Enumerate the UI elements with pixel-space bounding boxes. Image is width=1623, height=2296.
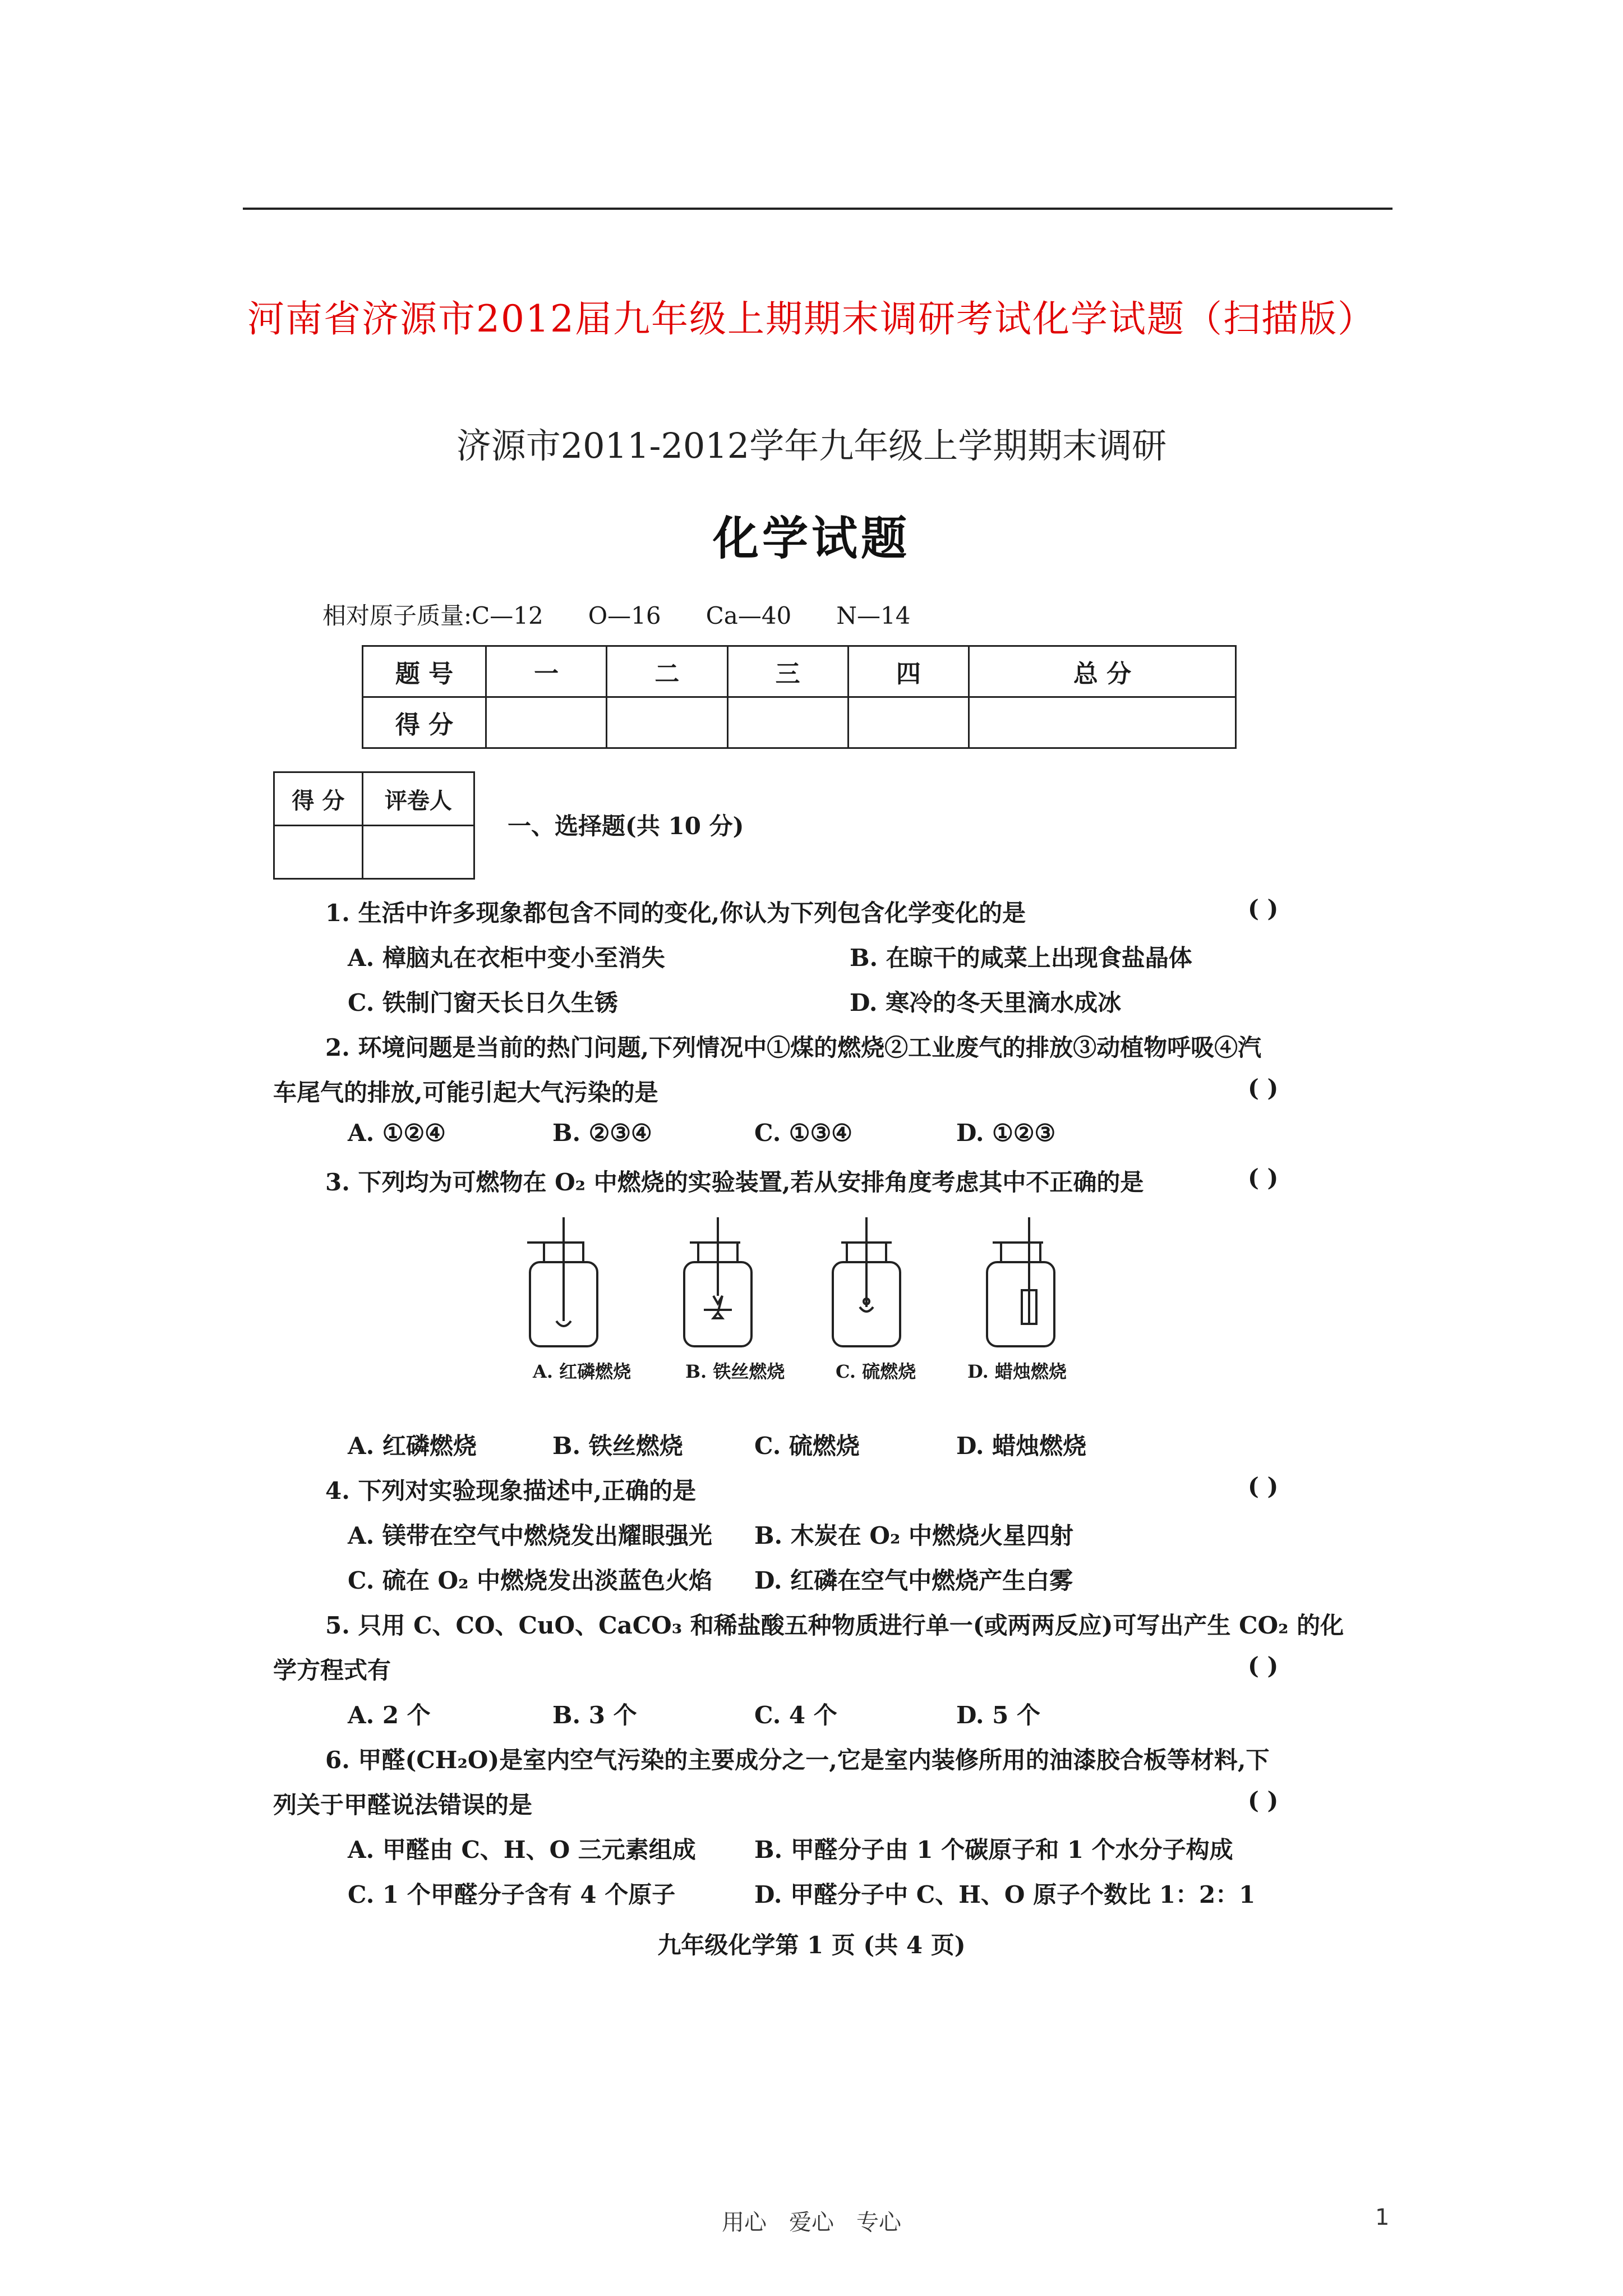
- score-cell[interactable]: [848, 697, 969, 748]
- q1-option-c: C. 铁制门窗天长日久生锈: [348, 989, 618, 1016]
- score-cell[interactable]: [607, 697, 727, 748]
- q3-option-d: D. 蜡烛燃烧: [956, 1432, 1087, 1460]
- q4-option-d: D. 红磷在空气中燃烧产生白雾: [754, 1567, 1073, 1594]
- apparatus-c-bottle-icon: [833, 1217, 900, 1346]
- exam-title: 化学试题: [712, 512, 910, 565]
- atomic-masses: [322, 597, 955, 631]
- q3-option-b: B. 铁丝燃烧: [552, 1432, 683, 1460]
- score-cell[interactable]: [727, 697, 848, 748]
- q4-option-b: B. 木炭在 O₂ 中燃烧火星四射: [754, 1522, 1073, 1549]
- page-number: 1: [1375, 2205, 1390, 2230]
- combustion-apparatus-figure: [505, 1212, 1122, 1358]
- q5-option-a: A. 2 个: [348, 1701, 431, 1729]
- q2-option-a: A. ①②④: [348, 1119, 446, 1147]
- score-cell[interactable]: [486, 697, 607, 748]
- grader-name-cell[interactable]: [362, 826, 474, 879]
- question-6-stem-cont: 列关于甲醛说法错误的是: [273, 1791, 533, 1819]
- question-5-stem-cont: 学方程式有: [273, 1657, 391, 1684]
- figure-caption-d: D. 蜡烛燃烧: [967, 1361, 1067, 1382]
- answer-blank[interactable]: ( ): [1248, 1164, 1279, 1191]
- q6-option-d: D. 甲醛分子中 C、H、O 原子个数比 1：2：1: [754, 1881, 1256, 1908]
- question-1-stem: 1. 生活中许多现象都包含不同的变化,你认为下列包含化学变化的是: [325, 899, 1026, 927]
- grader-score-cell[interactable]: [274, 826, 363, 879]
- score-header-label: 题 号: [363, 646, 486, 697]
- answer-blank[interactable]: ( ): [1248, 895, 1279, 922]
- question-6-stem: 6. 甲醛(CH₂O)是室内空气污染的主要成分之一,它是室内装修所用的油漆胶合板等材料,下: [325, 1746, 1270, 1774]
- q1-option-d: D. 寒冷的冬天里滴水成冰: [850, 989, 1122, 1016]
- exam-page-footer: 九年级化学第 1 页 (共 4 页): [657, 1931, 966, 1959]
- question-2-stem-cont: 车尾气的排放,可能引起大气污染的是: [273, 1079, 658, 1106]
- atomic-mass-ca: Ca—40: [706, 602, 792, 629]
- atomic-mass-o: O—16: [588, 602, 661, 629]
- score-cell[interactable]: [969, 697, 1236, 748]
- header-rule: [243, 208, 1393, 210]
- q1-option-b: B. 在晾干的咸菜上出现食盐晶体: [850, 944, 1192, 972]
- score-header-3: 三: [727, 646, 848, 697]
- score-row-label: 得 分: [363, 697, 486, 748]
- q2-option-c: C. ①③④: [754, 1119, 852, 1147]
- exam-subtitle: 济源市2011-2012学年九年级上学期期末调研: [456, 425, 1167, 466]
- q3-option-c: C. 硫燃烧: [754, 1432, 860, 1460]
- atomic-mass-c: C—12: [472, 602, 543, 629]
- answer-blank[interactable]: ( ): [1248, 1473, 1279, 1500]
- apparatus-d-bottle-icon: [987, 1217, 1054, 1346]
- atomic-mass-n: N—14: [836, 602, 911, 629]
- score-header-1: 一: [486, 646, 607, 697]
- grader-name-header: 评卷人: [362, 772, 474, 826]
- atomic-mass-label: 相对原子质量:: [322, 602, 472, 629]
- answer-blank[interactable]: ( ): [1248, 1787, 1279, 1814]
- answer-blank[interactable]: ( ): [1248, 1652, 1279, 1680]
- q4-option-c: C. 硫在 O₂ 中燃烧发出淡蓝色火焰: [348, 1567, 713, 1594]
- question-3-stem: 3. 下列均为可燃物在 O₂ 中燃烧的实验装置,若从安排角度考虑其中不正确的是: [325, 1168, 1144, 1196]
- score-header-4: 四: [848, 646, 969, 697]
- question-4-stem: 4. 下列对实验现象描述中,正确的是: [325, 1477, 697, 1504]
- q5-option-c: C. 4 个: [754, 1701, 837, 1729]
- score-table: [362, 645, 1237, 749]
- score-header-total: 总 分: [969, 646, 1236, 697]
- q6-option-a: A. 甲醛由 C、H、O 三元素组成: [348, 1836, 696, 1864]
- question-5-stem: 5. 只用 C、CO、CuO、CaCO₃ 和稀盐酸五种物质进行单一(或两两反应)可写出产生 CO₂ 的化: [325, 1612, 1344, 1639]
- q1-option-a: A. 樟脑丸在衣柜中变小至消失: [348, 944, 665, 972]
- apparatus-a-bottle-icon: [527, 1217, 597, 1346]
- grader-score-header: 得 分: [274, 772, 363, 826]
- question-2-stem: 2. 环境问题是当前的热门问题,下列情况中①煤的燃烧②工业废气的排放③动植物呼吸④汽: [325, 1034, 1262, 1061]
- q2-option-d: D. ①②③: [956, 1119, 1056, 1147]
- q6-option-c: C. 1 个甲醛分子含有 4 个原子: [348, 1881, 676, 1908]
- grader-table: [273, 771, 475, 880]
- page-footer-motto: 用心 爱心 专心: [722, 2210, 901, 2235]
- q4-option-a: A. 镁带在空气中燃烧发出耀眼强光: [348, 1522, 712, 1549]
- figure-caption-a: A. 红磷燃烧: [533, 1361, 631, 1382]
- section-1-heading: 一、选择题(共 10 分): [508, 812, 744, 840]
- score-header-2: 二: [607, 646, 727, 697]
- q6-option-b: B. 甲醛分子由 1 个碳原子和 1 个水分子构成: [754, 1836, 1233, 1864]
- q5-option-b: B. 3 个: [552, 1701, 637, 1729]
- apparatus-b-bottle-icon: [684, 1217, 751, 1346]
- q3-option-a: A. 红磷燃烧: [348, 1432, 477, 1460]
- q5-option-d: D. 5 个: [956, 1701, 1041, 1729]
- q2-option-b: B. ②③④: [552, 1119, 652, 1147]
- answer-blank[interactable]: ( ): [1248, 1074, 1279, 1102]
- figure-caption-c: C. 硫燃烧: [836, 1361, 916, 1382]
- document-title: 河南省济源市2012届九年级上期期末调研考试化学试题（扫描版）: [247, 297, 1376, 341]
- figure-caption-b: B. 铁丝燃烧: [685, 1361, 785, 1382]
